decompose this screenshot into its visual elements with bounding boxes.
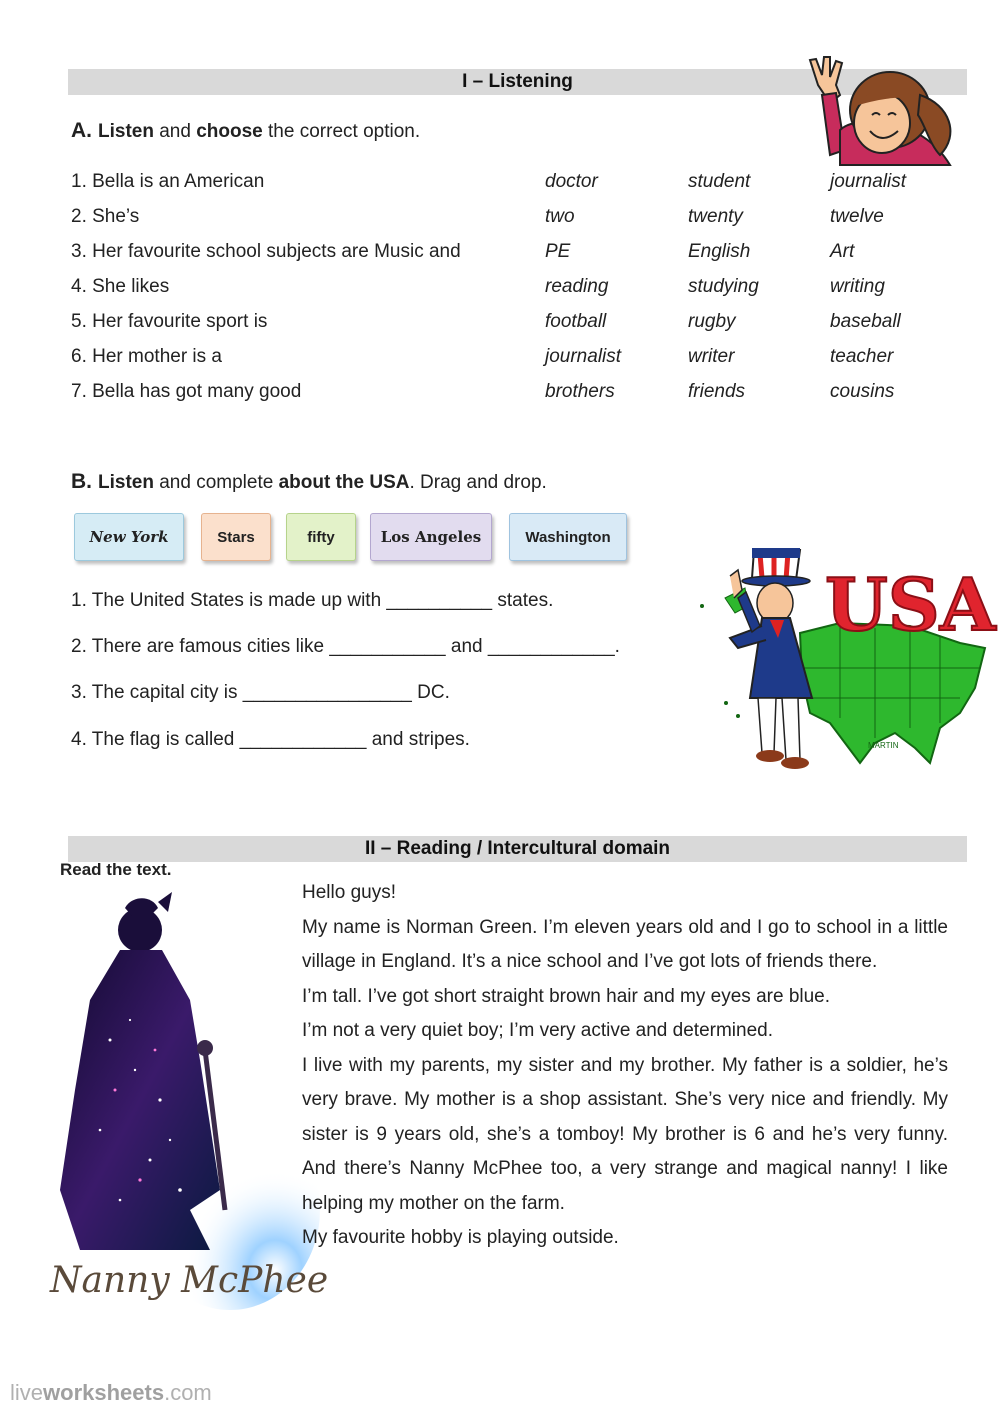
paragraph-2: My name is Norman Green. I’m eleven years old and I go to school in a little village in England. It’s a nice school and I’ve got lots of friends there.	[302, 916, 948, 972]
question-stem: 2. She’s	[71, 206, 140, 227]
drag-chip-stars[interactable]: Stars	[201, 513, 271, 561]
part-a-instruction	[71, 119, 420, 143]
answer-option[interactable]: two	[545, 206, 575, 227]
fill-sentence-1: 1. The United States is made up with __________ states.	[71, 590, 554, 611]
question-stem: 5. Her favourite sport is	[71, 311, 268, 332]
question-row	[71, 381, 951, 411]
answer-option[interactable]: teacher	[830, 346, 894, 367]
answer-option[interactable]: English	[688, 241, 751, 262]
answer-option[interactable]: Art	[830, 241, 855, 262]
paragraph-3: I’m tall. I’ve got short straight brown hair and my eyes are blue.	[302, 985, 831, 1007]
usa-logo-text: USA	[825, 562, 996, 647]
question-row	[71, 346, 951, 376]
answer-option[interactable]: journalist	[830, 171, 907, 192]
read-text-label: Read the text.	[60, 860, 172, 879]
reading-text	[302, 876, 948, 1256]
answer-option[interactable]: friends	[688, 381, 746, 402]
answer-option[interactable]: doctor	[545, 171, 598, 192]
answer-option[interactable]: writer	[688, 346, 735, 367]
brand-bold: worksheets	[43, 1380, 165, 1405]
question-stem: 3. Her favourite school subjects are Music and	[71, 241, 461, 262]
section-title-reading: II – Reading / Intercultural domain	[68, 836, 967, 862]
instr-rest: the correct option.	[262, 121, 421, 142]
paragraph-6: My favourite hobby is playing outside.	[302, 1227, 619, 1248]
question-stem: 7. Bella has got many good	[71, 381, 302, 402]
instr-choose: choose	[196, 121, 263, 142]
instr-listen: Listen	[98, 121, 154, 142]
answer-option[interactable]: reading	[545, 276, 609, 297]
answer-option[interactable]: baseball	[830, 311, 901, 332]
part-b-instruction	[71, 470, 547, 494]
paragraph-1: Hello guys!	[302, 882, 396, 903]
question-row	[71, 171, 951, 201]
question-stem: 4. She likes	[71, 276, 170, 297]
drag-chip-fifty[interactable]: fifty	[286, 513, 356, 561]
answer-option[interactable]: PE	[545, 241, 571, 262]
paragraph-4: I’m not a very quiet boy; I’m very active and determined.	[302, 1020, 773, 1041]
answer-option[interactable]: football	[545, 311, 607, 332]
fill-sentence-2: 2. There are famous cities like ___________ and ____________.	[71, 636, 620, 657]
instr-listen-b: Listen	[98, 472, 154, 493]
answer-option[interactable]: journalist	[545, 346, 622, 367]
question-row	[71, 276, 951, 306]
instr-and: and	[153, 121, 197, 142]
answer-option[interactable]: twelve	[830, 206, 884, 227]
section-title-listening: I – Listening	[68, 69, 967, 95]
fill-sentence-3: 3. The capital city is ________________ DC.	[71, 682, 450, 703]
answer-option[interactable]: rugby	[688, 311, 736, 332]
question-row	[71, 311, 951, 341]
part-b-letter: B.	[71, 470, 92, 493]
poster-caption: Nanny McPhee	[50, 1260, 329, 1301]
instr-rest-b: . Drag and drop.	[409, 472, 547, 493]
answer-option[interactable]: brothers	[545, 381, 615, 402]
map-credit-text: MARTIN	[868, 741, 899, 750]
answer-option[interactable]: studying	[688, 276, 759, 297]
brand-tail: .com	[164, 1380, 212, 1405]
waving-girl-illustration	[800, 55, 975, 170]
nanny-mcphee-poster-image	[40, 890, 329, 1310]
answer-option[interactable]: writing	[830, 276, 885, 297]
paragraph-5: I live with my parents, my sister and my brother. My father is a soldier, he’s very brave. My mother is a shop assistant. She’s very nice and friendly. My sister is 9 years old, she’s a tomboy! My brother is 6 and he’s very funny. And there’s Nanny McPhee too, a very strange and magical nanny! I like helping my mother on the farm.	[302, 1054, 948, 1214]
answer-option[interactable]: student	[688, 171, 751, 192]
usa-map-illustration	[690, 548, 995, 778]
question-row	[71, 206, 951, 236]
question-stem: 1. Bella is an American	[71, 171, 265, 192]
answer-option[interactable]: twenty	[688, 206, 743, 227]
fill-sentence-4: 4. The flag is called ____________ and stripes.	[71, 729, 470, 750]
question-row	[71, 241, 951, 271]
drag-chip-new-york[interactable]: New York	[74, 513, 184, 561]
footer-brand	[10, 1380, 212, 1406]
question-stem: 6. Her mother is a	[71, 346, 222, 367]
answer-option[interactable]: cousins	[830, 381, 895, 402]
brand-light: live	[10, 1380, 44, 1405]
part-a-letter: A.	[71, 119, 92, 142]
instr-about: about the USA	[278, 472, 410, 493]
drag-chip-washington[interactable]: Washington	[509, 513, 627, 561]
instr-mid: and complete	[153, 472, 279, 493]
drag-chip-los-angeles[interactable]: Los Angeles	[370, 513, 492, 561]
